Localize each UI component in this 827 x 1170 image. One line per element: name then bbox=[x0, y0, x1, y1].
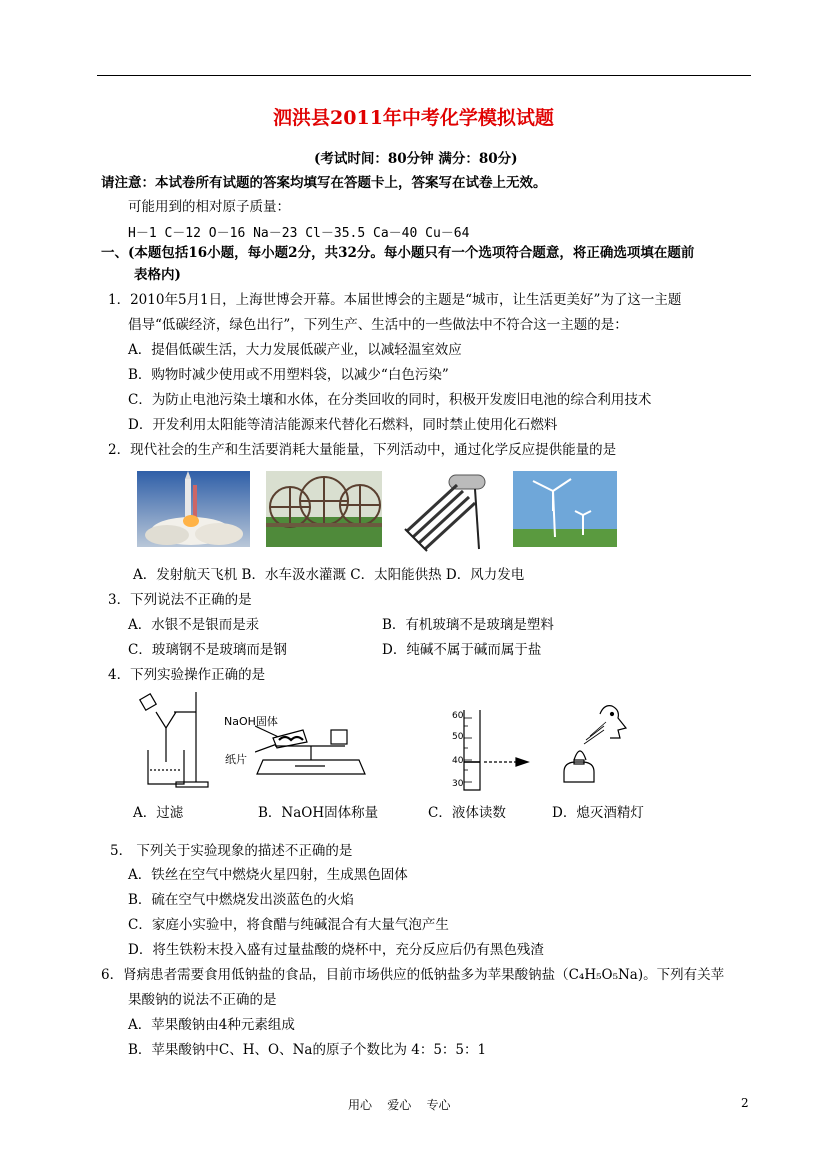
q6-stem-cont: 果酸钠的说法不正确的是 bbox=[128, 992, 277, 1008]
q2-options: A．发射航天飞机 B．水车汲水灌溉 C．太阳能供热 D．风力发电 bbox=[133, 567, 525, 583]
q6-option-a: A．苹果酸钠由4种元素组成 bbox=[128, 1017, 295, 1033]
shuttle-launch-image bbox=[137, 471, 250, 547]
paper-label: 纸片 bbox=[225, 753, 247, 766]
q5-stem: 5． 下列关于实验现象的描述不正确的是 bbox=[110, 843, 353, 859]
q3-option-a: A．水银不是银而是汞 bbox=[128, 617, 260, 633]
q4-option-d: D．熄灭酒精灯 bbox=[552, 805, 644, 821]
notice: 请注意：本试卷所有试题的答案均填写在答题卡上，答案写在试卷上无效。 bbox=[101, 175, 547, 191]
header-rule bbox=[97, 75, 751, 76]
q3-stem: 3．下列说法不正确的是 bbox=[108, 592, 252, 608]
section-1-heading: 一、(本题包括16小题，每小题2分，共32分。每小题只有一个选项符合题意，将正确选项填在题前 bbox=[101, 245, 695, 261]
q1-stem-cont: 倡导“低碳经济，绿色出行”，下列生产、生活中的一些做法中不符合这一主题的是： bbox=[128, 317, 628, 333]
q4-stem: 4．下列实验操作正确的是 bbox=[108, 667, 266, 683]
footer-motto: 用心 爱心 专心 bbox=[348, 1098, 451, 1112]
q1-option-d: D．开发利用太阳能等清洁能源来代替化石燃料，同时禁止使用化石燃料 bbox=[128, 417, 558, 433]
naoh-label: NaOH固体 bbox=[224, 715, 278, 728]
exam-info: (考试时间：80分钟 满分：80分) bbox=[314, 151, 518, 167]
scale-50: 50 bbox=[452, 732, 464, 742]
q4-option-b: B．NaOH固体称量 bbox=[258, 805, 379, 821]
alcohol-lamp-diagram bbox=[560, 700, 644, 792]
page-number: 2 bbox=[741, 1096, 749, 1110]
wind-turbine-image bbox=[513, 471, 617, 547]
q4-option-c: C．液体读数 bbox=[428, 805, 506, 821]
q6-stem: 6．肾病患者需要食用低钠盐的食品，目前市场供应的低钠盐多为苹果酸钠盐（C₄H₅O₅Na)。下列有关苹 bbox=[101, 967, 725, 983]
page-title: 泗洪县2011年中考化学模拟试题 bbox=[273, 107, 554, 129]
q3-option-c: C．玻璃钢不是玻璃而是钢 bbox=[128, 642, 287, 658]
scale-40: 40 bbox=[452, 756, 464, 766]
q3-option-d: D．纯碱不属于碱而属于盐 bbox=[382, 642, 542, 658]
q2-stem: 2．现代社会的生产和生活要消耗大量能量，下列活动中，通过化学反应提供能量的是 bbox=[108, 442, 617, 458]
q5-option-a: A．铁丝在空气中燃烧火星四射，生成黑色固体 bbox=[128, 867, 408, 883]
q5-option-b: B．硫在空气中燃烧发出淡蓝色的火焰 bbox=[128, 892, 354, 908]
q1-stem: 1．2010年5月1日，上海世博会开幕。本届世博会的主题是“城市，让生活更美好”为了这一主题 bbox=[108, 292, 682, 308]
q1-option-a: A．提倡低碳生活，大力发展低碳产业，以减轻温室效应 bbox=[128, 342, 462, 358]
q1-option-c: C．为防止电池污染土壤和水体，在分类回收的同时，积极开发废旧电池的综合利用技术 bbox=[128, 392, 652, 408]
section-1-heading-cont: 表格内) bbox=[134, 267, 181, 283]
q5-option-d: D．将生铁粉末投入盛有过量盐酸的烧杯中，充分反应后仍有黑色残渣 bbox=[128, 942, 544, 958]
atomic-masses: H－1 C－12 O－16 Na－23 Cl－35.5 Ca－40 Cu－64 bbox=[128, 226, 470, 241]
q5-option-c: C．家庭小实验中，将食醋与纯碱混合有大量气泡产生 bbox=[128, 917, 449, 933]
q4-option-a: A．过滤 bbox=[133, 805, 184, 821]
balance-diagram bbox=[255, 712, 375, 778]
q3-option-b: B．有机玻璃不是玻璃是塑料 bbox=[382, 617, 554, 633]
filtration-diagram bbox=[136, 690, 211, 790]
scale-60: 60 bbox=[452, 711, 464, 721]
scale-30: 30 bbox=[452, 779, 464, 789]
q1-option-b: B．购物时减少使用或不用塑料袋，以减少“白色污染” bbox=[128, 367, 449, 383]
waterwheel-image bbox=[266, 471, 382, 547]
q6-option-b: B．苹果酸钠中C、H、O、Na的原子个数比为 4：5：5：1 bbox=[128, 1042, 487, 1058]
atomic-label: 可能用到的相对原子质量： bbox=[128, 199, 290, 215]
solar-heater-image bbox=[397, 471, 489, 553]
